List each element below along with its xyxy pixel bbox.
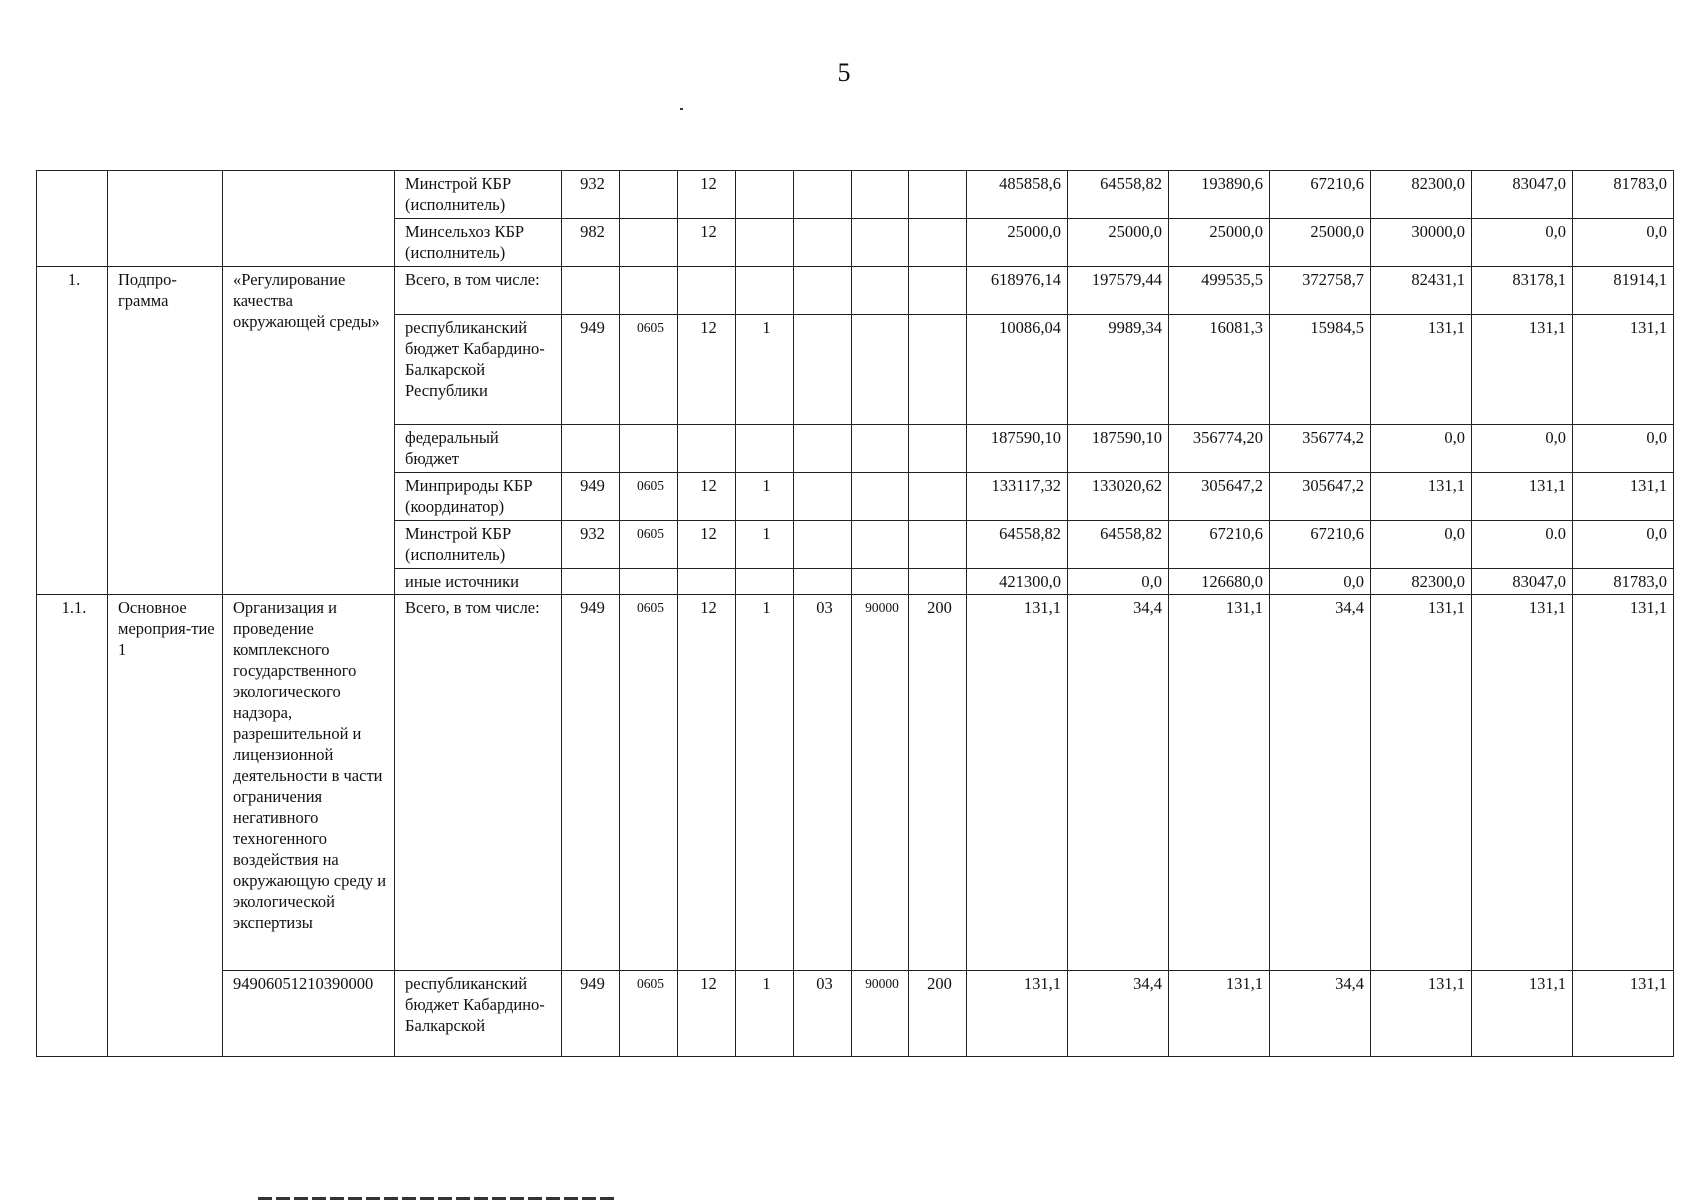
- budget-code-cell: 949: [562, 595, 620, 971]
- budget-code-cell: [620, 569, 678, 595]
- amount-cell: 25000,0: [967, 219, 1068, 267]
- budget-code-cell: 1: [736, 473, 794, 521]
- amount-cell: 64558,82: [967, 521, 1068, 569]
- table-row: [37, 971, 1674, 1057]
- budget-code-cell: [794, 219, 852, 267]
- budget-code-cell: [794, 569, 852, 595]
- budget-code-cell: 0605: [620, 971, 678, 1057]
- amount-cell: 131,1: [1472, 473, 1573, 521]
- amount-cell: 131,1: [967, 595, 1068, 971]
- budget-code-cell: [736, 219, 794, 267]
- budget-code-cell: 12: [678, 473, 736, 521]
- budget-code-cell: 982: [562, 219, 620, 267]
- amount-cell: 25000,0: [1068, 219, 1169, 267]
- budget-code-cell: [852, 473, 909, 521]
- budget-code-cell: 12: [678, 171, 736, 219]
- program-name-cell: Организация и проведение комплексного государственного экологического надзора, разрешительной и лицензионной деятельности в части ограничения негативного техногенного воздействия на окружающую среду и экологической экспертизы: [223, 595, 395, 971]
- amount-cell: 187590,10: [1068, 425, 1169, 473]
- amount-cell: 133117,32: [967, 473, 1068, 521]
- amount-cell: 83178,1: [1472, 267, 1573, 315]
- budget-code-cell: 03: [794, 595, 852, 971]
- budget-table: [36, 170, 1674, 1057]
- amount-cell: 34,4: [1270, 971, 1371, 1057]
- amount-cell: 372758,7: [1270, 267, 1371, 315]
- budget-code-cell: [909, 521, 967, 569]
- amount-cell: 187590,10: [967, 425, 1068, 473]
- budget-code-cell: [852, 569, 909, 595]
- budget-code-cell: 1: [736, 595, 794, 971]
- funding-source-cell: Минприроды КБР (координатор): [395, 473, 562, 521]
- page-number: 5: [837, 58, 851, 87]
- amount-cell: 131,1: [1573, 315, 1674, 425]
- amount-cell: 0.0: [1472, 521, 1573, 569]
- amount-cell: 67210,6: [1270, 521, 1371, 569]
- amount-cell: 0,0: [1270, 569, 1371, 595]
- amount-cell: 305647,2: [1169, 473, 1270, 521]
- amount-cell: 82300,0: [1371, 171, 1472, 219]
- funding-source-cell: республиканский бюджет Кабардино-Балкарской Республики: [395, 315, 562, 425]
- status-cell: Основное мероприя-тие 1: [108, 595, 223, 1057]
- amount-cell: 131,1: [967, 971, 1068, 1057]
- row-number-cell: 1.: [37, 267, 108, 595]
- amount-cell: 131,1: [1472, 315, 1573, 425]
- budget-code-cell: [794, 521, 852, 569]
- amount-cell: 34,4: [1270, 595, 1371, 971]
- budget-code-cell: [562, 569, 620, 595]
- amount-cell: 356774,2: [1270, 425, 1371, 473]
- budget-code-cell: [620, 425, 678, 473]
- amount-cell: 0,0: [1472, 425, 1573, 473]
- budget-code-cell: [620, 267, 678, 315]
- amount-cell: 0,0: [1371, 425, 1472, 473]
- amount-cell: 0,0: [1573, 521, 1674, 569]
- amount-cell: 0,0: [1472, 219, 1573, 267]
- amount-cell: 421300,0: [967, 569, 1068, 595]
- budget-code-cell: [909, 219, 967, 267]
- amount-cell: 131,1: [1371, 315, 1472, 425]
- budget-code-cell: [852, 219, 909, 267]
- amount-cell: 131,1: [1573, 595, 1674, 971]
- budget-code-cell: [909, 315, 967, 425]
- budget-code-cell: [678, 267, 736, 315]
- amount-cell: 356774,20: [1169, 425, 1270, 473]
- budget-code-cell: [852, 425, 909, 473]
- budget-code-cell: 949: [562, 971, 620, 1057]
- budget-code-cell: [852, 171, 909, 219]
- budget-code-cell: [620, 171, 678, 219]
- amount-cell: 25000,0: [1169, 219, 1270, 267]
- amount-cell: 131,1: [1169, 595, 1270, 971]
- amount-cell: 131,1: [1371, 595, 1472, 971]
- budget-code-cell: [852, 315, 909, 425]
- amount-cell: 9989,34: [1068, 315, 1169, 425]
- amount-cell: 126680,0: [1169, 569, 1270, 595]
- row-number-cell: 1.1.: [37, 595, 108, 1057]
- budget-code-cell: [909, 425, 967, 473]
- budget-code-cell: 1: [736, 521, 794, 569]
- amount-cell: 133020,62: [1068, 473, 1169, 521]
- amount-cell: 131,1: [1169, 971, 1270, 1057]
- amount-cell: 131,1: [1573, 473, 1674, 521]
- amount-cell: 0,0: [1371, 521, 1472, 569]
- funding-source-cell: Минстрой КБР (исполнитель): [395, 171, 562, 219]
- scan-speck: [680, 108, 683, 110]
- funding-source-cell: Минсельхоз КБР (исполнитель): [395, 219, 562, 267]
- funding-source-cell: иные источники: [395, 569, 562, 595]
- budget-code-cell: [736, 267, 794, 315]
- amount-cell: 0,0: [1573, 425, 1674, 473]
- budget-code-cell: [909, 171, 967, 219]
- amount-cell: 82431,1: [1371, 267, 1472, 315]
- amount-cell: 25000,0: [1270, 219, 1371, 267]
- funding-source-cell: федеральный бюджет: [395, 425, 562, 473]
- amount-cell: 131,1: [1371, 971, 1472, 1057]
- funding-source-cell: Минстрой КБР (исполнитель): [395, 521, 562, 569]
- budget-code-cell: 0605: [620, 595, 678, 971]
- budget-code-cell: [794, 267, 852, 315]
- budget-code-cell: 1: [736, 971, 794, 1057]
- row-number-cell: [37, 171, 108, 267]
- budget-code-cell: [794, 473, 852, 521]
- budget-code-cell: 932: [562, 171, 620, 219]
- budget-code-cell: [794, 171, 852, 219]
- amount-cell: 305647,2: [1270, 473, 1371, 521]
- budget-code-cell: [678, 425, 736, 473]
- budget-code-cell: 03: [794, 971, 852, 1057]
- amount-cell: 64558,82: [1068, 171, 1169, 219]
- budget-code-cell: 12: [678, 219, 736, 267]
- status-cell: Подпро-грамма: [108, 267, 223, 595]
- budget-code-cell: 0605: [620, 473, 678, 521]
- amount-cell: 197579,44: [1068, 267, 1169, 315]
- budget-code-cell: [909, 569, 967, 595]
- amount-cell: 131,1: [1371, 473, 1472, 521]
- funding-source-cell: республиканский бюджет Кабардино-Балкарской: [395, 971, 562, 1057]
- amount-cell: 0,0: [1068, 569, 1169, 595]
- budget-code-cell: [736, 171, 794, 219]
- amount-cell: 83047,0: [1472, 171, 1573, 219]
- amount-cell: 499535,5: [1169, 267, 1270, 315]
- program-name-cell: [223, 171, 395, 267]
- budget-code-cell: 200: [909, 595, 967, 971]
- amount-cell: 67210,6: [1270, 171, 1371, 219]
- budget-code-cell: [736, 425, 794, 473]
- amount-cell: 34,4: [1068, 971, 1169, 1057]
- amount-cell: 30000,0: [1371, 219, 1472, 267]
- funding-source-cell: Всего, в том числе:: [395, 595, 562, 971]
- table-row: [37, 267, 1674, 315]
- budget-code-cell: [794, 315, 852, 425]
- budget-code-cell: 0605: [620, 521, 678, 569]
- budget-code-cell: [852, 267, 909, 315]
- budget-code-cell: [794, 425, 852, 473]
- budget-code-cell: 949: [562, 473, 620, 521]
- budget-code-cell: [909, 473, 967, 521]
- amount-cell: 131,1: [1573, 971, 1674, 1057]
- amount-cell: 83047,0: [1472, 569, 1573, 595]
- budget-code-cell: 12: [678, 315, 736, 425]
- amount-cell: 131,1: [1472, 971, 1573, 1057]
- amount-cell: 81783,0: [1573, 171, 1674, 219]
- amount-cell: 81783,0: [1573, 569, 1674, 595]
- budget-code-cell: 90000: [852, 971, 909, 1057]
- budget-code-cell: [736, 569, 794, 595]
- program-code-cell: 94906051210390000: [223, 971, 395, 1057]
- budget-table-body: [37, 171, 1674, 1057]
- status-cell: [108, 171, 223, 267]
- amount-cell: 67210,6: [1169, 521, 1270, 569]
- amount-cell: 64558,82: [1068, 521, 1169, 569]
- budget-code-cell: 12: [678, 521, 736, 569]
- budget-code-cell: 12: [678, 971, 736, 1057]
- budget-code-cell: [562, 267, 620, 315]
- table-row: [37, 171, 1674, 219]
- budget-code-cell: 12: [678, 595, 736, 971]
- budget-code-cell: 0605: [620, 315, 678, 425]
- amount-cell: 131,1: [1472, 595, 1573, 971]
- funding-source-cell: Всего, в том числе:: [395, 267, 562, 315]
- program-name-cell: «Регулирование качества окружающей среды»: [223, 267, 395, 595]
- budget-code-cell: [909, 267, 967, 315]
- budget-code-cell: [852, 521, 909, 569]
- budget-code-cell: 90000: [852, 595, 909, 971]
- budget-code-cell: 949: [562, 315, 620, 425]
- amount-cell: 15984,5: [1270, 315, 1371, 425]
- amount-cell: 82300,0: [1371, 569, 1472, 595]
- budget-code-cell: [620, 219, 678, 267]
- budget-code-cell: [678, 569, 736, 595]
- amount-cell: 81914,1: [1573, 267, 1674, 315]
- amount-cell: 485858,6: [967, 171, 1068, 219]
- amount-cell: 618976,14: [967, 267, 1068, 315]
- amount-cell: 34,4: [1068, 595, 1169, 971]
- table-row: [37, 595, 1674, 971]
- budget-code-cell: 200: [909, 971, 967, 1057]
- amount-cell: 193890,6: [1169, 171, 1270, 219]
- amount-cell: 0,0: [1573, 219, 1674, 267]
- budget-code-cell: 932: [562, 521, 620, 569]
- budget-code-cell: 1: [736, 315, 794, 425]
- budget-code-cell: [562, 425, 620, 473]
- amount-cell: 16081,3: [1169, 315, 1270, 425]
- amount-cell: 10086,04: [967, 315, 1068, 425]
